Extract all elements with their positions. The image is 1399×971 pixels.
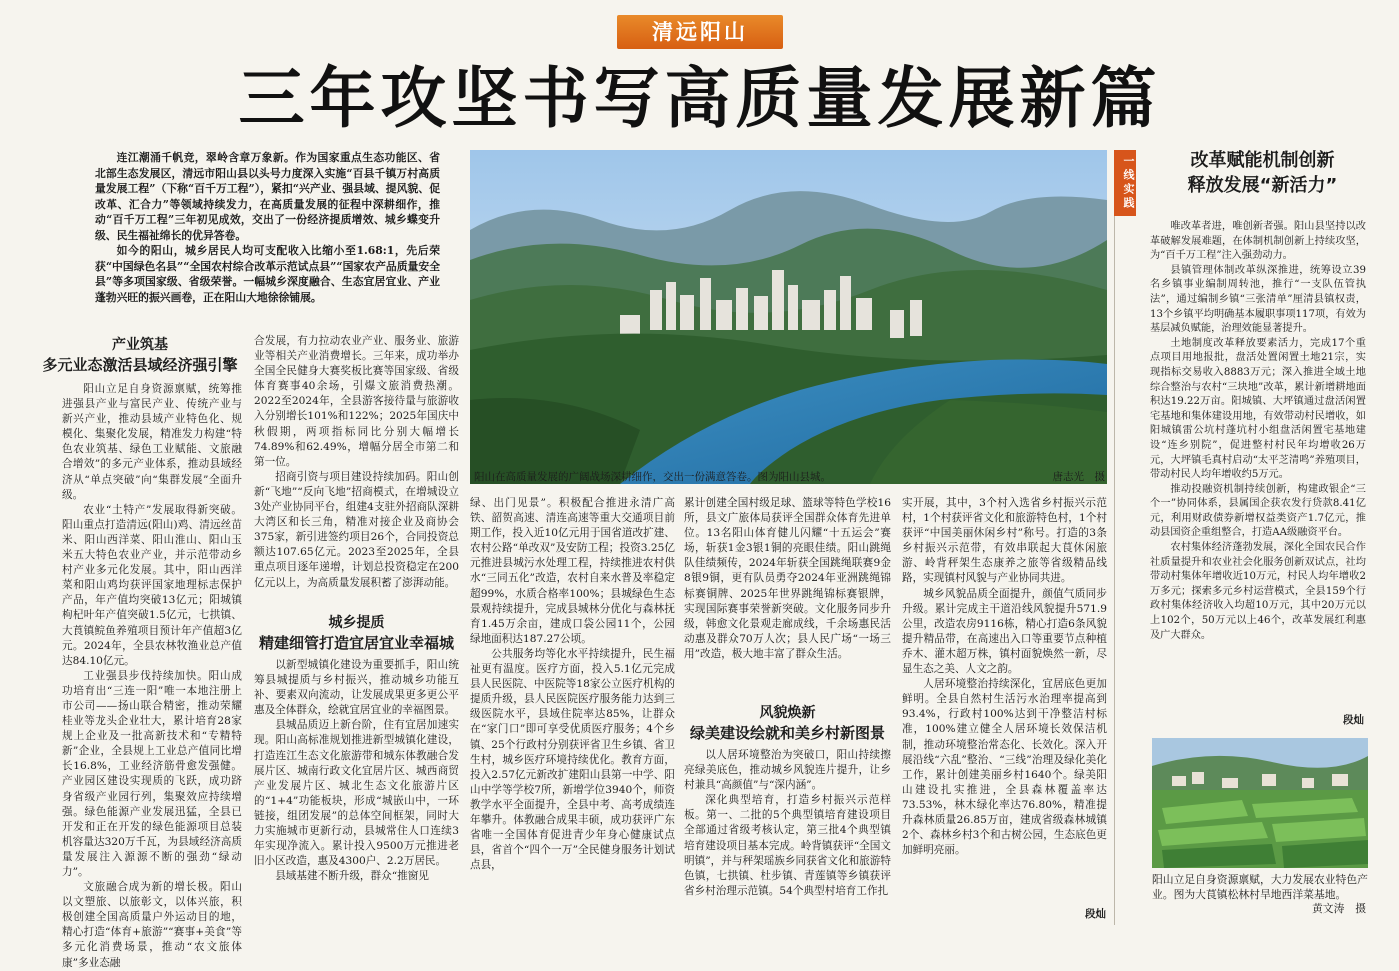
column-4-bottom bbox=[684, 748, 891, 924]
sidebar-label: 一线实践 bbox=[1114, 150, 1136, 216]
main-photo bbox=[470, 150, 1107, 484]
paragraph: 城乡风貌品质全面提升，颜值气质同步升级。累计完成主干道沿线风貌提升571.9公里，改造农房9116栋，精心打造6条风貌提升精品带，在高速出入口等重要节点种植乔木、灌木超万株，镇村面貌焕然一新，尽显生态之美、人文之韵。 bbox=[902, 587, 1107, 676]
column-2-top bbox=[254, 334, 459, 612]
sidebar-title bbox=[1150, 148, 1375, 202]
section2-heading bbox=[254, 614, 459, 656]
sidebar-photo-caption: 阳山立足自身资源禀赋，大力发展农业特色产业。图为大茛镇松林村旱地西洋菜基地。 bbox=[1152, 873, 1368, 901]
paragraph: 土地制度改革释放要素活力，完成17个重点项目用地报批，盘活处置闲置土地21宗，实现指标交易收入8883万元；深入推进全域土地综合整治与农村“三块地”改革，累计新增耕地面积达19.22万亩。阳城镇、大坪镇通过盘活闲置宅基地和集体建设用地，有效带动村民增收，如阳城镇雷公坑村蓬坑村小组盘活闲置宅基地建设“连乡别院”，促进整村村民年均增收26万元，大坪镇毛真村启动“太平芝清鸣”养殖项目，带动村民人均年增收约5万元。 bbox=[1150, 337, 1366, 481]
column-1 bbox=[62, 382, 242, 969]
column-3 bbox=[470, 496, 675, 924]
paragraph: 绿、出门见景”。积极配合推进永清广高铁、韶贺高速、清连高速等重大交通项目前期工作，投入近10亿元用于国省道改扩建、农村公路“单改双”及安防工程；投资3.25亿元推进县城污水处理工程，持续推进农村供水“三同五化”改造，农村自来水普及率稳定超99%，水质合格率100%；县城绿色生态景观持续提升，完成县城林分优化与森林抚育1.45万余亩，建成口袋公园11个，公园绿地面积达187.27公顷。 bbox=[470, 497, 675, 645]
paragraph: 农村集体经济蓬勃发展，深化全国农民合作社质量提升和农业社会化服务创新双试点，社均带动村集体年增收近10万元，村民人均年增收2万多元；探索多元乡村运营模式，全县159个行政村集体经济收入均超10万元，其中20万元以上102个，50万元以上46个，改革发展红利惠及广大群众。 bbox=[1150, 542, 1366, 641]
lead-paragraph: 如今的阳山，城乡居民人均可支配收入比缩小至1.68:1，先后荣获“中国绿色名县”“全国农村综合改革示范试点县”“国家农产品质量安全县”等多项国家级、省级荣誉。一幅城乡深度融合、生态宜居宜业、产业蓬勃兴旺的振兴画卷，正在阳山大地徐徐铺展。 bbox=[95, 244, 440, 304]
lead-text bbox=[95, 150, 440, 310]
paragraph: 推动投融资机制持续创新，构建政银企“三个一”协同体系，县属国企获农发行贷款8.41亿元，利用财政债券新增权益类资产1.7亿元，推动县国资企重组整合，打造AA级融资平台。 bbox=[1150, 483, 1366, 539]
section3-title-line2: 绿美建设绘就和美乡村新图景 bbox=[689, 724, 885, 742]
section-tag: 清远阳山 bbox=[617, 15, 783, 49]
paragraph: 累计创建全国村级足球、篮球等特色学校16所，县文广旅体局获评全国群众体育先进单位。13名阳山体育健儿闪耀“十五运会”赛场，斩获1金3银1铜的亮眼佳绩。阳山跳绳队佳绩频传，2024年斩获全国跳绳联赛9金8银9铜，更有队员勇夺2024年亚洲跳绳锦标赛铜牌、2025年世界跳绳锦标赛银牌，实现国际赛事荣誉新突破。文化服务同步升级，韩愈文化景观走廊成线，千余场惠民活动惠及群众70万人次；县人民广场“一场三用”改造，极大地丰富了群众生活。 bbox=[684, 497, 891, 660]
section3-heading bbox=[684, 704, 891, 744]
section1-title-line1: 产业筑基 bbox=[112, 337, 168, 353]
paragraph: 工业强县步伐持续加快。阳山成功培育出“三连一阳”唯一本地注册上市公司——扬山联合精密，推动荣耀桂业等龙头企业壮大，累计培育28家规上企业及一批高新技术和“专精特新”企业，全县规上工业总产值同比增长16.8%，工业经济筋骨愈发强健。产业园区建设实现质的飞跃，成功跻身省级产业园行列，集聚效应持续增强。绿色能源产业发展迅猛，全县已开发和正在开发的绿色能源项目总装机容量达320万千瓦，为县域经济高质量发展注入源源不断的强劲“绿动力”。 bbox=[62, 669, 242, 878]
paragraph: 实开展，其中，3个村入选省乡村振兴示范村，1个村获评省文化和旅游特色村，1个村获评“中国美丽休闲乡村”称号。打造的3条乡村振兴示范带，有效串联起大茛休闲旅游、岭背秤架生态康养之旅等省级精品线路，实现镇村风貌与产业协同共进。 bbox=[902, 497, 1107, 585]
sidebar-text bbox=[1150, 220, 1366, 712]
paragraph: 深化典型培育，打造乡村振兴示范样板。第一、二批的5个典型镇培育建设项目全部通过省级考核认定，第三批4个典型镇培育建设项目基本完成。岭背镇获评“全国文明镇”，并与秤架瑶族乡同获省文化和旅游特色镇，七拱镇、杜步镇、青莲镇等乡镇获评省乡村治理示范镇。54个典型村培育工作扎 bbox=[684, 794, 891, 897]
main-photo-credit: 唐志光 摄 bbox=[1052, 471, 1105, 483]
paragraph: 招商引资与项目建设持续加码。阳山创新“飞地”“反向飞地”招商模式，在增城设立3处产业协同平台，组建4支驻外招商队深耕大湾区和长三角，精准对接企业及商协会375家，新引进签约项目26个，合同投资总额达107.65亿元。2023至2025年，全县重点项目逐年递增，计划总投资稳定在200亿元以上，为高质量发展积蓄了澎湃动能。 bbox=[254, 470, 459, 589]
paragraph: 阳山立足自身资源禀赋，统筹推进强县产业与富民产业、传统产业与新兴产业，推动县域产业特色化、规模化、集聚化发展，精准发力构建“特色农业筑基、绿色工业赋能、文旅融合增效”的多元产业体系，推动县域经济从“单点突破”向“集群发展”全面升级。 bbox=[62, 383, 242, 501]
sidebar-author: 段灿 bbox=[1343, 714, 1364, 726]
section1-title-line2: 多元业态激活县域经济强引擎 bbox=[42, 356, 238, 374]
paragraph: 县镇管理体制改革纵深推进，统筹设立39名乡镇事业编制周转池，推行“一支队伍管执法”，通过编制乡镇“三张清单”厘清县镇权责，13个乡镇平均明确基本履职事项117项，有效为基层减负赋能，治理效能显著提升。 bbox=[1150, 264, 1366, 335]
paragraph: 以新型城镇化建设为重要抓手，阳山统筹县城提质与乡村振兴，推动城乡功能互补、要素双向流动，让发展成果更多更公平惠及全体群众，绘就宜居宜业的幸福图景。 bbox=[254, 659, 459, 717]
paragraph: 唯改革者进，唯创新者强。阳山县坚持以改革破解发展难题，在体制机制创新上持续攻坚，为“百千万工程”注入强劲动力。 bbox=[1150, 221, 1366, 262]
paragraph: 公共服务均等化水平持续提升，民生福祉更有温度。医疗方面，投入5.1亿元完成县人民医院、中医院等18家公立医疗机构的提质升级，县人民医院医疗服务能力达到三级医院水平，县域住院率达85%，让群众在“家门口”即可享受优质医疗服务；4个乡镇、25个行政村分别获评省卫生乡镇、省卫生村，城乡医疗环境持续优化。教育方面，投入2.57亿元新改扩建阳山县第一中学、阳山中学等学校7所，新增学位3940个，师资教学水平全面提升，全县中考、高考成绩连年攀升。体教融合成果丰硕，成功获评广东省唯一全国体育促进青少年身心健康试点县，省首个“四个一万”全民健身服务计划试点县， bbox=[470, 647, 675, 872]
sidebar-photo-credit: 黄文涛 摄 bbox=[1312, 902, 1366, 915]
column-5-author: 段灿 bbox=[1085, 908, 1106, 920]
paragraph: 以人居环境整治为突破口，阳山持续擦亮绿美底色，推动城乡风貌连片提升，让乡村兼具“高颜值”与“深内涵”。 bbox=[684, 749, 891, 792]
main-photo-caption: 阳山在高质量发展的广阔战场深耕细作，交出一份满意答卷。图为阳山县城。 bbox=[474, 471, 831, 483]
section2-title-line2: 精建细管打造宜居宜业幸福城 bbox=[258, 634, 454, 652]
paragraph: 农业“土特产”发展取得新突破。阳山重点打造清远(阳山)鸡、清远丝苗米、阳山西洋菜、阳山淮山、阳山玉米五大特色农业产业，并示范带动乡村产业多元化发展。其中，阳山西洋菜和阳山鸡均获评国家地理标志保护产品，年产值均突破13亿元；阳城镇枸杞叶年产值突破1.5亿元，七拱镇、大莨镇鲩鱼养殖项目预计年产值超3亿元。2024年，全县农林牧渔业总产值达84.10亿元。 bbox=[62, 503, 242, 667]
column-4-top bbox=[684, 496, 891, 698]
paragraph: 县域基建不断升级，群众“推窗见 bbox=[275, 870, 429, 883]
paragraph: 人居环境整治持续深化，宜居底色更加鲜明。全县自然村生活污水治理率提高到93.4%，行政村100%达到干净整洁村标准，100%建立健全人居环境长效保洁机制，推动环境整治常态化、长效化。深入开展沿线“六乱”整治、“三线”治理及绿化美化工作，累计创建美丽乡村1640个。绿美阳山建设扎实推进，全县森林覆盖率达73.53%，林木绿化率达76.80%，精准提升森林质量26.85万亩，建成省级森林城镇2个、森林乡村3个和古树公园，生态底色更加鲜明亮丽。 bbox=[902, 678, 1107, 857]
sidebar-title-line1: 改革赋能机制创新 bbox=[1190, 150, 1335, 171]
sidebar-divider bbox=[1114, 150, 1115, 925]
paragraph: 文旅融合成为新的增长极。阳山以文塑旅、以旅彰文，以体兴旅，积极创建全国高质量户外运动目的地，精心打造“体育+旅游”“赛事+美食”等多元化消费场景，推动“农文旅体康”多业态融 bbox=[62, 881, 242, 969]
section2-title-line1: 城乡提质 bbox=[328, 615, 385, 631]
section1-heading bbox=[30, 336, 250, 380]
headline: 三年攻坚书写高质量发展新篇 bbox=[238, 59, 1162, 137]
section3-title-line1: 风貌焕新 bbox=[759, 705, 816, 721]
paragraph: 县城品质迈上新台阶，住有宜居加速实现。阳山高标准规划推进新型城镇化建设，打造连江生态文化旅游带和城东体教融合发展片区、城南行政文化宜居片区、城西商贸产业发展片区、城北生态文化旅游片区的“1+4”功能板块，形成“城嵌山中，一环链接，组团发展”的总体空间框架，同时大力实施城市更新行动，县城常住人口连续3年实现净流入。累计投入9500万元推进老旧小区改造，惠及4300户、2.2万居民。 bbox=[254, 719, 459, 868]
lead-paragraph: 连江潮涌千帆竞，翠岭含章万象新。作为国家重点生态功能区、省北部生态发展区，清远市阳山县以头号力度深入实施“百县千镇万村高质量发展工程”（下称“百千万工程”），紧扣“兴产业、强县域、提风貌、促改革、汇合力”等领域持续发力，在高质量发展的征程中深耕细作，推动“百千万工程”三年初见成效，交出了一份经济提质增效、城乡蝶变升级、民生福祉绵长的优异答卷。 bbox=[95, 151, 440, 242]
column-2-bottom bbox=[254, 658, 459, 924]
sidebar-title-line2: 释放发展“新活力” bbox=[1187, 175, 1338, 196]
column-5 bbox=[902, 496, 1107, 910]
sidebar-photo bbox=[1152, 738, 1368, 868]
paragraph: 合发展，有力拉动农业产业、服务业、旅游业等相关产业消费增长。三年来，成功举办全国全民健身大赛奖板比赛等国家级、省级体育赛事40余场，引爆文旅消费热潮。2022至2024年，全县游客接待量与旅游收入分别增长101%和122%；2025年国庆中秋假期，两项指标同比分别大幅增长74.89%和62.49%，增幅分居全市第二和第一位。 bbox=[254, 335, 459, 468]
